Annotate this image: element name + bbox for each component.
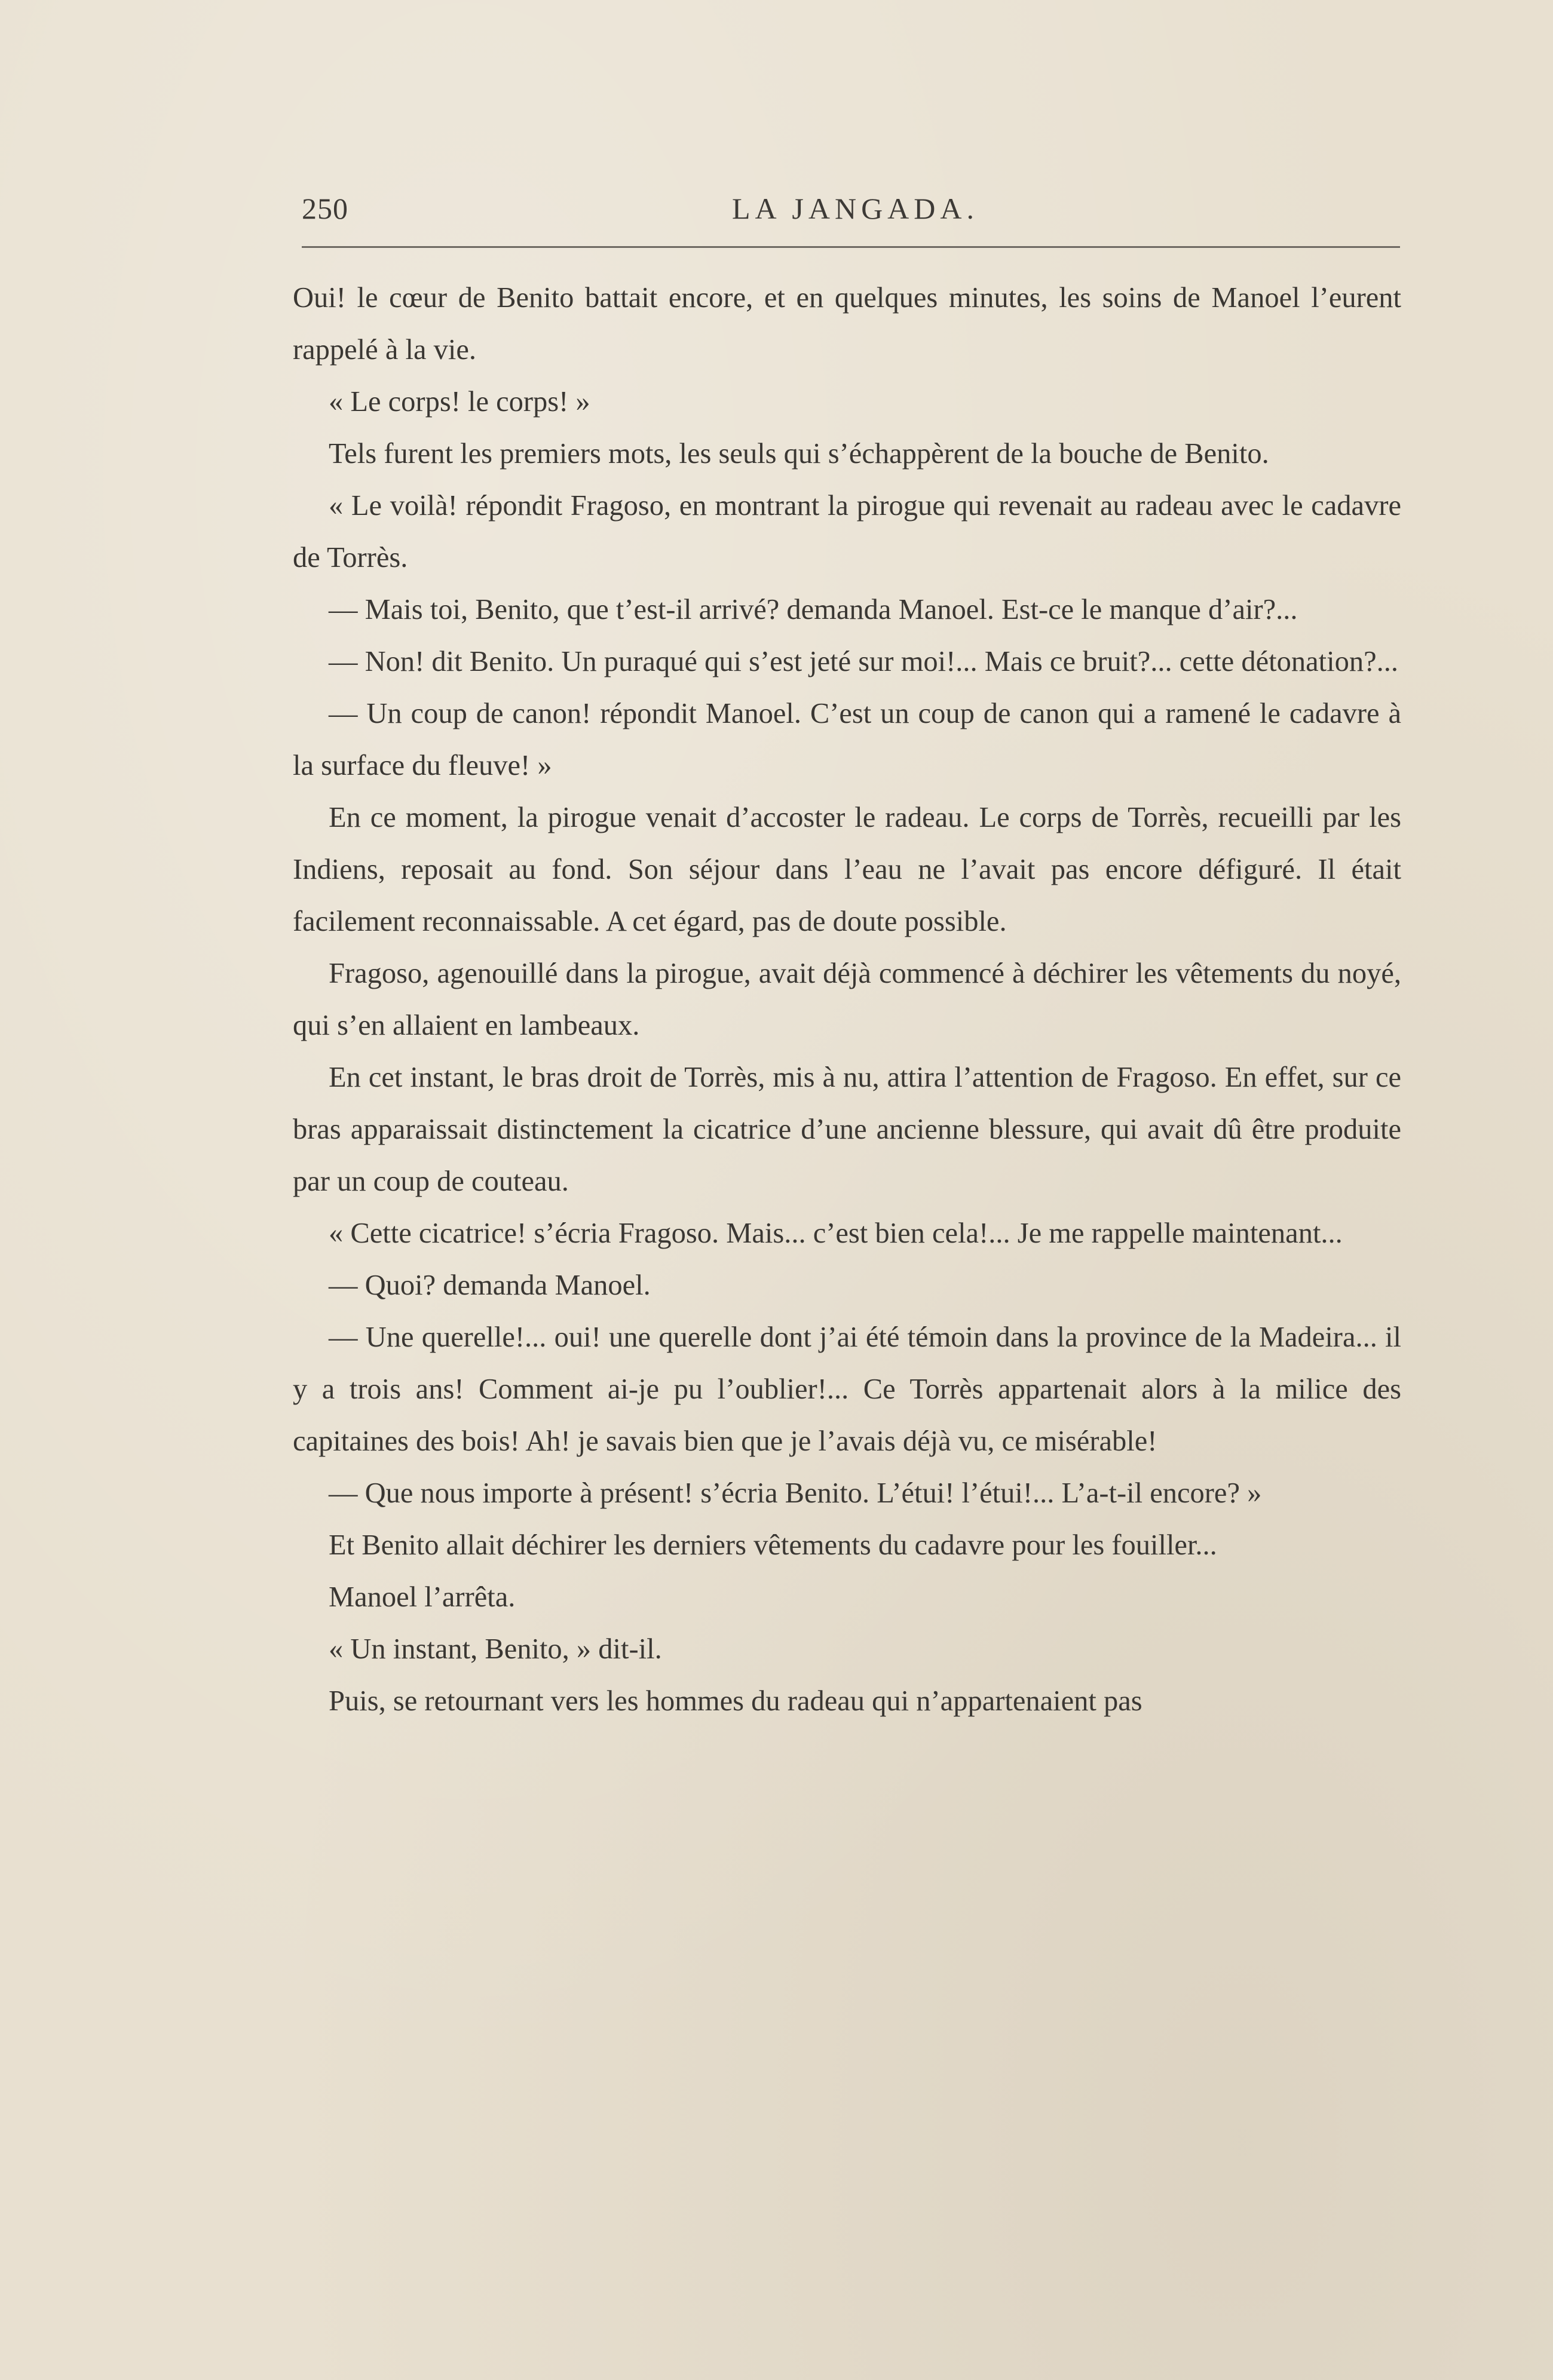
paragraph: — Quoi? demanda Manoel. [329,1269,651,1301]
paragraph: « Le voilà! répondit Fragoso, en montrant la pirogue qui revenait au radeau avec le cadavre de Torrès. [293,490,1401,573]
paragraph: « Le corps! le corps! » [329,386,590,418]
paragraph: Puis, se retournant vers les hommes du radeau qui n’appartenaient pas [329,1685,1142,1717]
paragraph: Et Benito allait déchirer les derniers vêtements du cadavre pour les fouiller... [329,1529,1217,1561]
paragraph: — Une querelle!... oui! une querelle dont j’ai été témoin dans la province de la Madeira... il y a trois ans! Comment ai-je pu l’oublier!... Ce Torrès appartenait alors à la milice des capitaines des bois! Ah! je savais bien que je l’avais déjà vu, ce misérable! [293,1321,1401,1457]
running-title: LA JANGADA. [732,192,979,225]
paragraph: — Mais toi, Benito, que t’est-il arrivé? demanda Manoel. Est-ce le manque d’air?... [329,594,1298,625]
paragraph: En cet instant, le bras droit de Torrès, mis à nu, attira l’attention de Fragoso. En effet, sur ce bras apparaissait distinctement la cicatrice d’une ancienne blessure, qui avait dû être produite par un coup de couteau. [293,1062,1401,1197]
paragraph: Fragoso, agenouillé dans la pirogue, avait déjà commencé à déchirer les vêtements du noyé, qui s’en allaient en lambeaux. [293,958,1401,1041]
paragraph: — Que nous importe à présent! s’écria Benito. L’étui! l’étui!... L’a-t-il encore? » [329,1477,1262,1509]
header-rule [302,246,1400,248]
paragraph: En ce moment, la pirogue venait d’accoster le radeau. Le corps de Torrès, recueilli par les Indiens, reposait au fond. Son séjour dans l’eau ne l’avait pas encore défiguré. Il était facilement reconnaissable. A cet égard, pas de doute possible. [293,802,1401,937]
paragraph: « Cette cicatrice! s’écria Fragoso. Mais... c’est bien cela!... Je me rappelle maintenant... [329,1217,1343,1249]
paragraph: Oui! le cœur de Benito battait encore, et en quelques minutes, les soins de Manoel l’eurent rappelé à la vie. [293,282,1401,366]
page-number: 250 [302,192,348,225]
body-text [293,272,1401,1727]
paragraph: — Un coup de canon! répondit Manoel. C’est un coup de canon qui a ramené le cadavre à la surface du fleuve! » [293,698,1401,781]
paragraph: « Un instant, Benito, » dit-il. [329,1633,662,1665]
paragraph: — Non! dit Benito. Un puraqué qui s’est jeté sur moi!... Mais ce bruit?... cette détonation?... [329,646,1399,677]
paragraph: Tels furent les premiers mots, les seuls qui s’échappèrent de la bouche de Benito. [329,438,1269,470]
page-header [302,191,1400,233]
paragraph: Manoel l’arrêta. [329,1581,516,1613]
